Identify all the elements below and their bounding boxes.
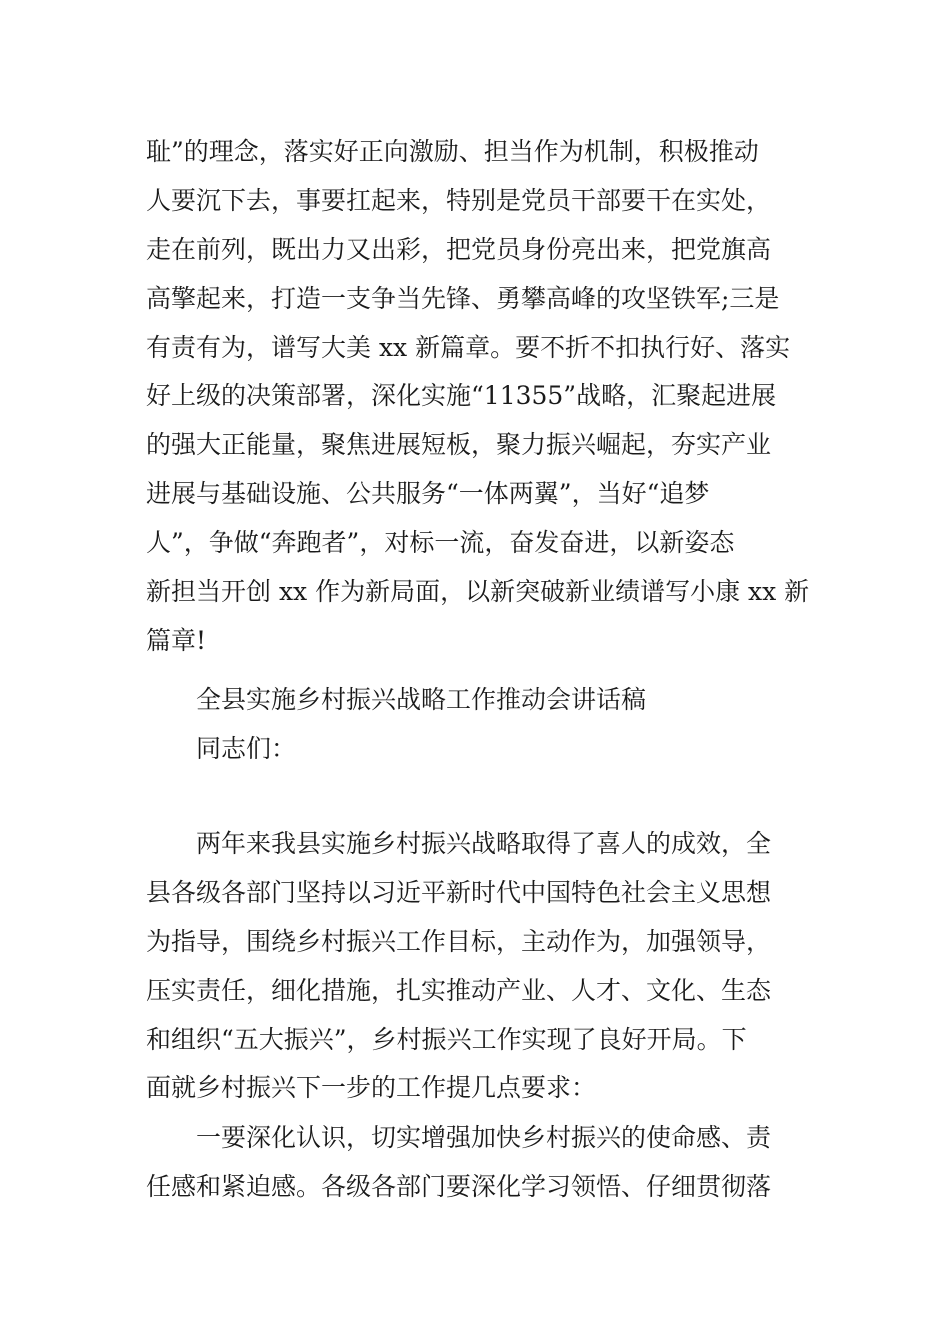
text-line: 面就乡村振兴下一步的工作提几点要求： (146, 1073, 597, 1103)
paragraph-intro (146, 820, 808, 1113)
text-line: 人要沉下去，事要扛起来，特别是党员干部要干在实处， (146, 185, 772, 215)
salutation: 同志们： (196, 733, 297, 763)
text-line: 好上级的决策部署，深化实施“11355”战略，汇聚起进展 (146, 381, 777, 411)
text-line: 县各级各部门坚持以习近平新时代中国特色社会主义思想 (146, 877, 772, 907)
text-line: 任感和紧迫感。各级各部门要深化学习领悟、仔细贯彻落 (146, 1171, 772, 1201)
paragraph-continued (146, 128, 808, 666)
text-line: 一要深化认识，切实增强加快乡村振兴的使命感、责 (196, 1123, 772, 1152)
title-block (146, 676, 808, 774)
document-title: 全县实施乡村振兴战略工作推动会讲话稿 (196, 685, 647, 714)
text-line: 新担当开创 xx 作为新局面，以新突破新业绩谱写小康 xx 新 (146, 577, 810, 607)
text-line: 压实责任，细化措施，扎实推动产业、人才、文化、生态 (146, 975, 772, 1005)
text-line: 高擎起来，打造一支争当先锋、勇攀高峰的攻坚铁军;三是 (146, 283, 780, 313)
text-line: 篇章! (146, 625, 207, 655)
text-line: 耻”的理念，落实好正向激励、担当作为机制，积极推动 (146, 137, 759, 166)
text-line: 人”，争做“奔跑者”，对标一流，奋发奋进，以新姿态 (146, 528, 735, 558)
text-line: 和组织“五大振兴”，乡村振兴工作实现了良好开局。下 (146, 1024, 747, 1054)
text-line: 进展与基础设施、公共服务“一体两翼”，当好“追梦 (146, 479, 710, 509)
text-line: 两年来我县实施乡村振兴战略取得了喜人的成效，全 (196, 829, 772, 858)
text-line: 的强大正能量，聚焦进展短板，聚力振兴崛起，夯实产业 (146, 430, 772, 460)
paragraph-point-one (146, 1114, 808, 1212)
text-line: 为指导，围绕乡村振兴工作目标，主动作为，加强领导， (146, 926, 772, 956)
text-line: 有责有为，谱写大美 xx 新篇章。要不折不扣执行好、落实 (146, 332, 791, 362)
text-line: 走在前列，既出力又出彩，把党员身份亮出来，把党旗高 (146, 234, 772, 264)
